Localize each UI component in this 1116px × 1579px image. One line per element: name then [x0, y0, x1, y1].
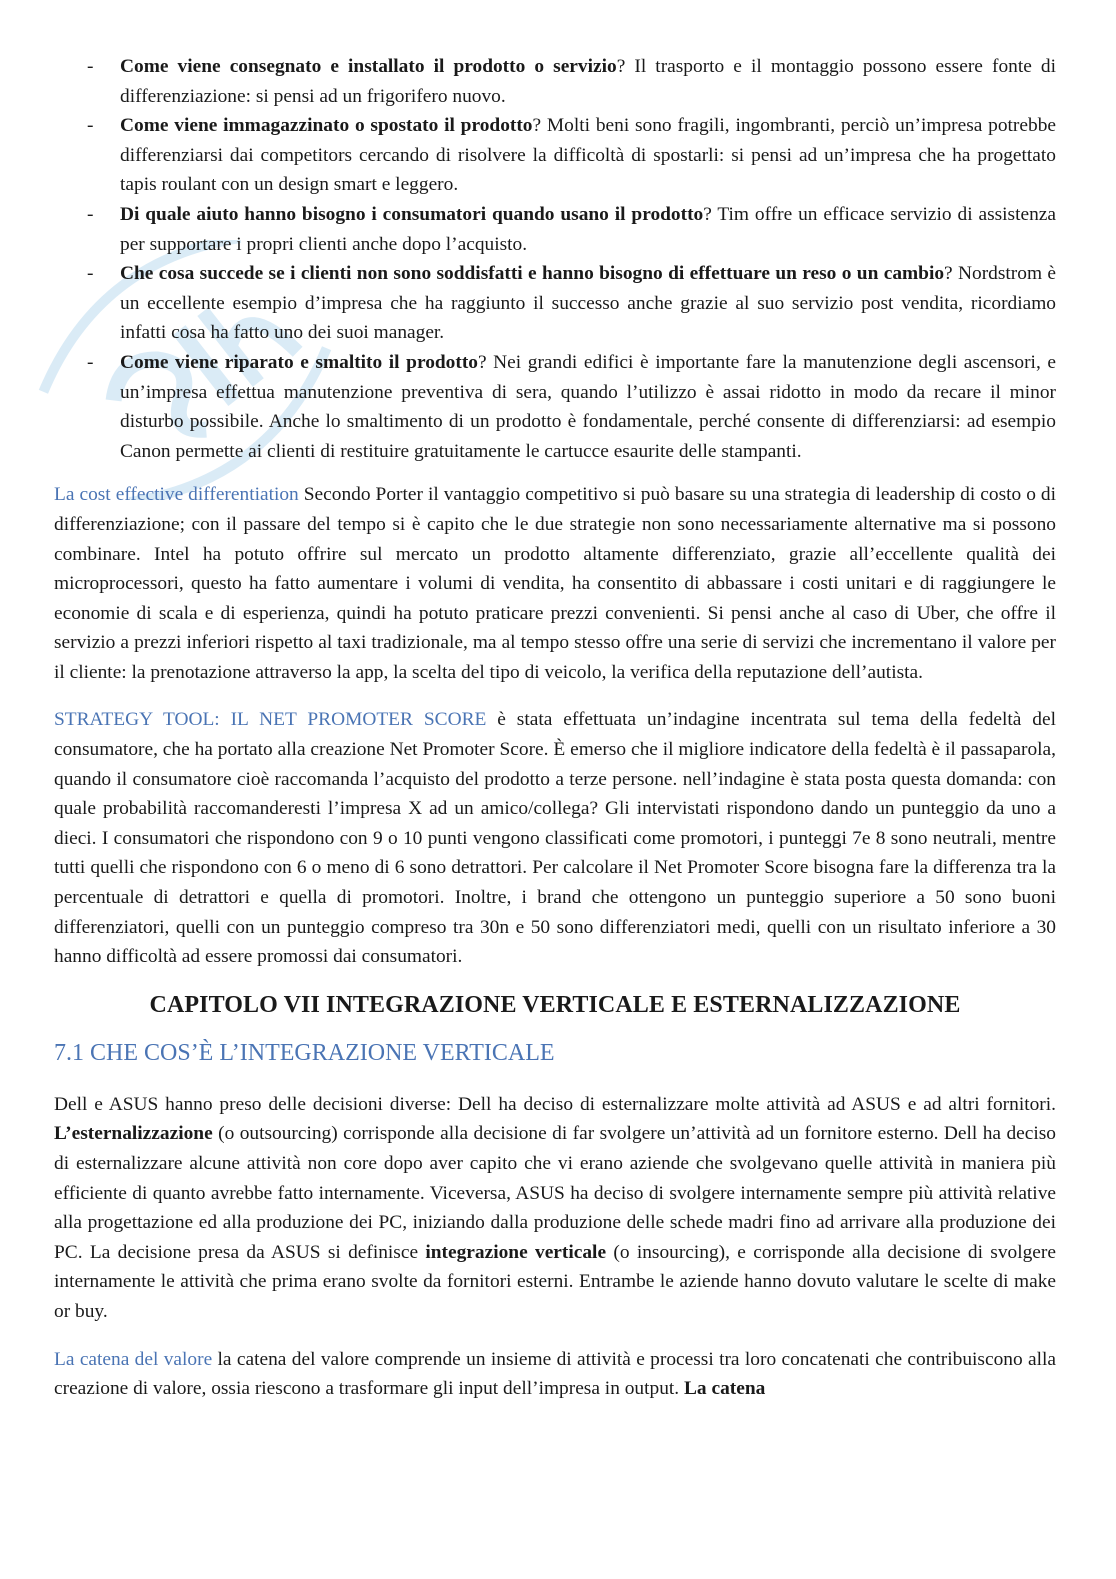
value-chain-paragraph [54, 1345, 1056, 1404]
bullet-dash: - [87, 351, 94, 373]
bullet-dash: - [87, 115, 94, 137]
bullet-dash: - [87, 203, 94, 225]
bullet-text: ? Nordstrom è un eccellente esempio d’impresa che ha raggiunto il successo anche grazie al suo servizio post vendita, ricordiamo infatti cosa ha fatto uno dei suoi manager. [120, 263, 1056, 344]
bullet-text: ? Tim offre un efficace servizio di assistenza per supportare i propri clienti anche dopo l’acquisto. [120, 203, 1056, 255]
integration-paragraph [54, 1090, 1056, 1327]
paragraph-lead: STRATEGY TOOL: IL NET PROMOTER SCORE [54, 709, 487, 731]
bullet-text: ? Nei grandi edifici è importante fare la manutenzione degli ascensori, e un’impresa effettua manutenzione preventiva di sera, quando l’utilizzo è assai ridotto in modo da recare il minor disturbo possibile. Anche lo smaltimento di un prodotto è fondamentale, perché consente di differenziarsi: ad esempio Canon permette ai clienti di restituire gratuitamente le cartucce esaurite delle stampanti. [120, 351, 1056, 462]
list-item [54, 259, 1056, 348]
paragraph-text: la catena del valore comprende un insieme di attività e processi tra loro concatenati che contribuiscono alla creazione di valore, ossia riescono a trasformare gli input dell’impresa in output. [54, 1348, 1057, 1400]
bullet-question: Come viene consegnato e installato il prodotto o servizio [120, 56, 617, 77]
bullet-question: Come viene immagazzinato o spostato il prodotto [120, 115, 533, 137]
paragraph-text: (o outsourcing) corrisponde alla decisione di far svolgere un’attività ad un fornitore esterno. Dell ha deciso di esternalizzare alcune attività non core dopo aver capito che vi erano aziende che svolgevano quelle attività in maniera più efficiente di quanto avrebbe fatto internamente. Viceversa, ASUS ha deciso di svolgere internamente sempre più attività relative alla progettazione ed alla produzione dei PC, iniziando dalla produzione delle schede madri fino ad arrivare alla produzione dei PC. La decisione presa da ASUS si definisce [54, 1123, 1056, 1263]
bullet-list [54, 52, 1056, 466]
paragraph-text: è stata effettuata un’indagine incentrata sul tema della fedeltà del consumatore, che ha portato alla creazione Net Promoter Score. È emerso che il migliore indicatore della fedeltà è il passaparola, quando il consumatore cioè raccomanda l’acquisto del prodotto a terze persone. nell’indagine è stata posta questa domanda: con quale probabilità raccomanderesti l’impresa X ad un amico/collega? Gli intervistati rispondono dando un punteggio da uno a dieci. I consumatori che rispondono con 9 o 10 punti vengono classificati come promotori, i punteggi 7e 8 sono neutrali, mentre tutti quelli che rispondono con 6 o meno di 6 sono detrattori. Per calcolare il Net Promoter Score bisogna fare la differenza tra la percentuale di detrattori e quella di promotori. Inoltre, i brand che ottengono un punteggio superiore a 50 sono buoni differenziatori, quelli con un punteggio compreso tra 30n e 50 sono differenziatori medi, quelli con un risultato inferiore a 30 hanno difficoltà ad essere promossi dai consumatori. [54, 709, 1056, 968]
list-item [54, 200, 1056, 259]
list-item [54, 348, 1056, 466]
bullet-question: Che cosa succede se i clienti non sono soddisfatti e hanno bisogno di effettuare un reso o un cambio [120, 263, 945, 285]
bold-term: La catena [684, 1378, 766, 1400]
section-title: 7.1 CHE COS’È L’INTEGRAZIONE VERTICALE [54, 1039, 555, 1066]
bold-term: L’esternalizzazione [54, 1123, 213, 1145]
bold-term: integrazione verticale [425, 1241, 607, 1263]
bullet-dash: - [87, 56, 94, 77]
paragraph-lead: La catena del valore [54, 1348, 213, 1370]
list-item [54, 52, 1056, 111]
paragraph-text: (o insourcing), e corrisponde alla decisione di svolgere internamente le attività che prima erano svolte da fornitori esterni. Entrambe le aziende hanno dovuto valutare le scelte di make or buy. [54, 1241, 1056, 1322]
bullet-question: Come viene riparato e smaltito il prodotto [120, 351, 478, 373]
document-page [54, 52, 1056, 1422]
bullet-text: ? Molti beni sono fragili, ingombranti, perciò un’impresa potrebbe differenziarsi dai competitors cercando di risolvere la difficoltà di spostarli: si pensi ad un’impresa che ha progettato tapis roulant con un design smart e leggero. [120, 115, 1056, 196]
paragraph-text: Dell e ASUS hanno preso delle decisioni diverse: Dell ha deciso di esternalizzare molte attività ad ASUS e ad altri fornitori. [54, 1093, 1056, 1115]
bullet-dash: - [87, 263, 94, 285]
chapter-title: CAPITOLO VII INTEGRAZIONE VERTICALE E ESTERNALIZZAZIONE [149, 991, 961, 1018]
paragraph-lead: La cost effective differentiation [54, 484, 299, 506]
cost-effective-paragraph [54, 480, 1056, 687]
bullet-text: ? Il trasporto e il montaggio possono essere fonte di differenziazione: si pensi ad un frigorifero nuovo. [120, 56, 1056, 107]
bullet-question: Di quale aiuto hanno bisogno i consumatori quando usano il prodotto [120, 203, 704, 225]
paragraph-text: Secondo Porter il vantaggio competitivo si può basare su una strategia di leadership di costo o di differenziazione; con il passare del tempo si è capito che le due strategie non sono necessariamente alternative ma si possono combinare. Intel ha potuto offrire sul mercato un prodotto altamente differenziato, grazie all’eccellente qualità dei microprocessori, questo ha fatto aumentare i volumi di vendita, ha consentito di abbassare i costi unitari e di raggiungere le economie di scala e di esperienza, quindi ha potuto praticare prezzi convenienti. Si pensi anche al caso di Uber, che offre il servizio a prezzi inferiori rispetto al taxi tradizionale, ma al tempo stesso offre una serie di servizi che incrementano il valore per il cliente: la prenotazione attraverso la app, la scelta del tipo di veicolo, la verifica della reputazione dell’autista. [54, 484, 1056, 683]
list-item [54, 111, 1056, 200]
nps-paragraph [54, 705, 1056, 971]
